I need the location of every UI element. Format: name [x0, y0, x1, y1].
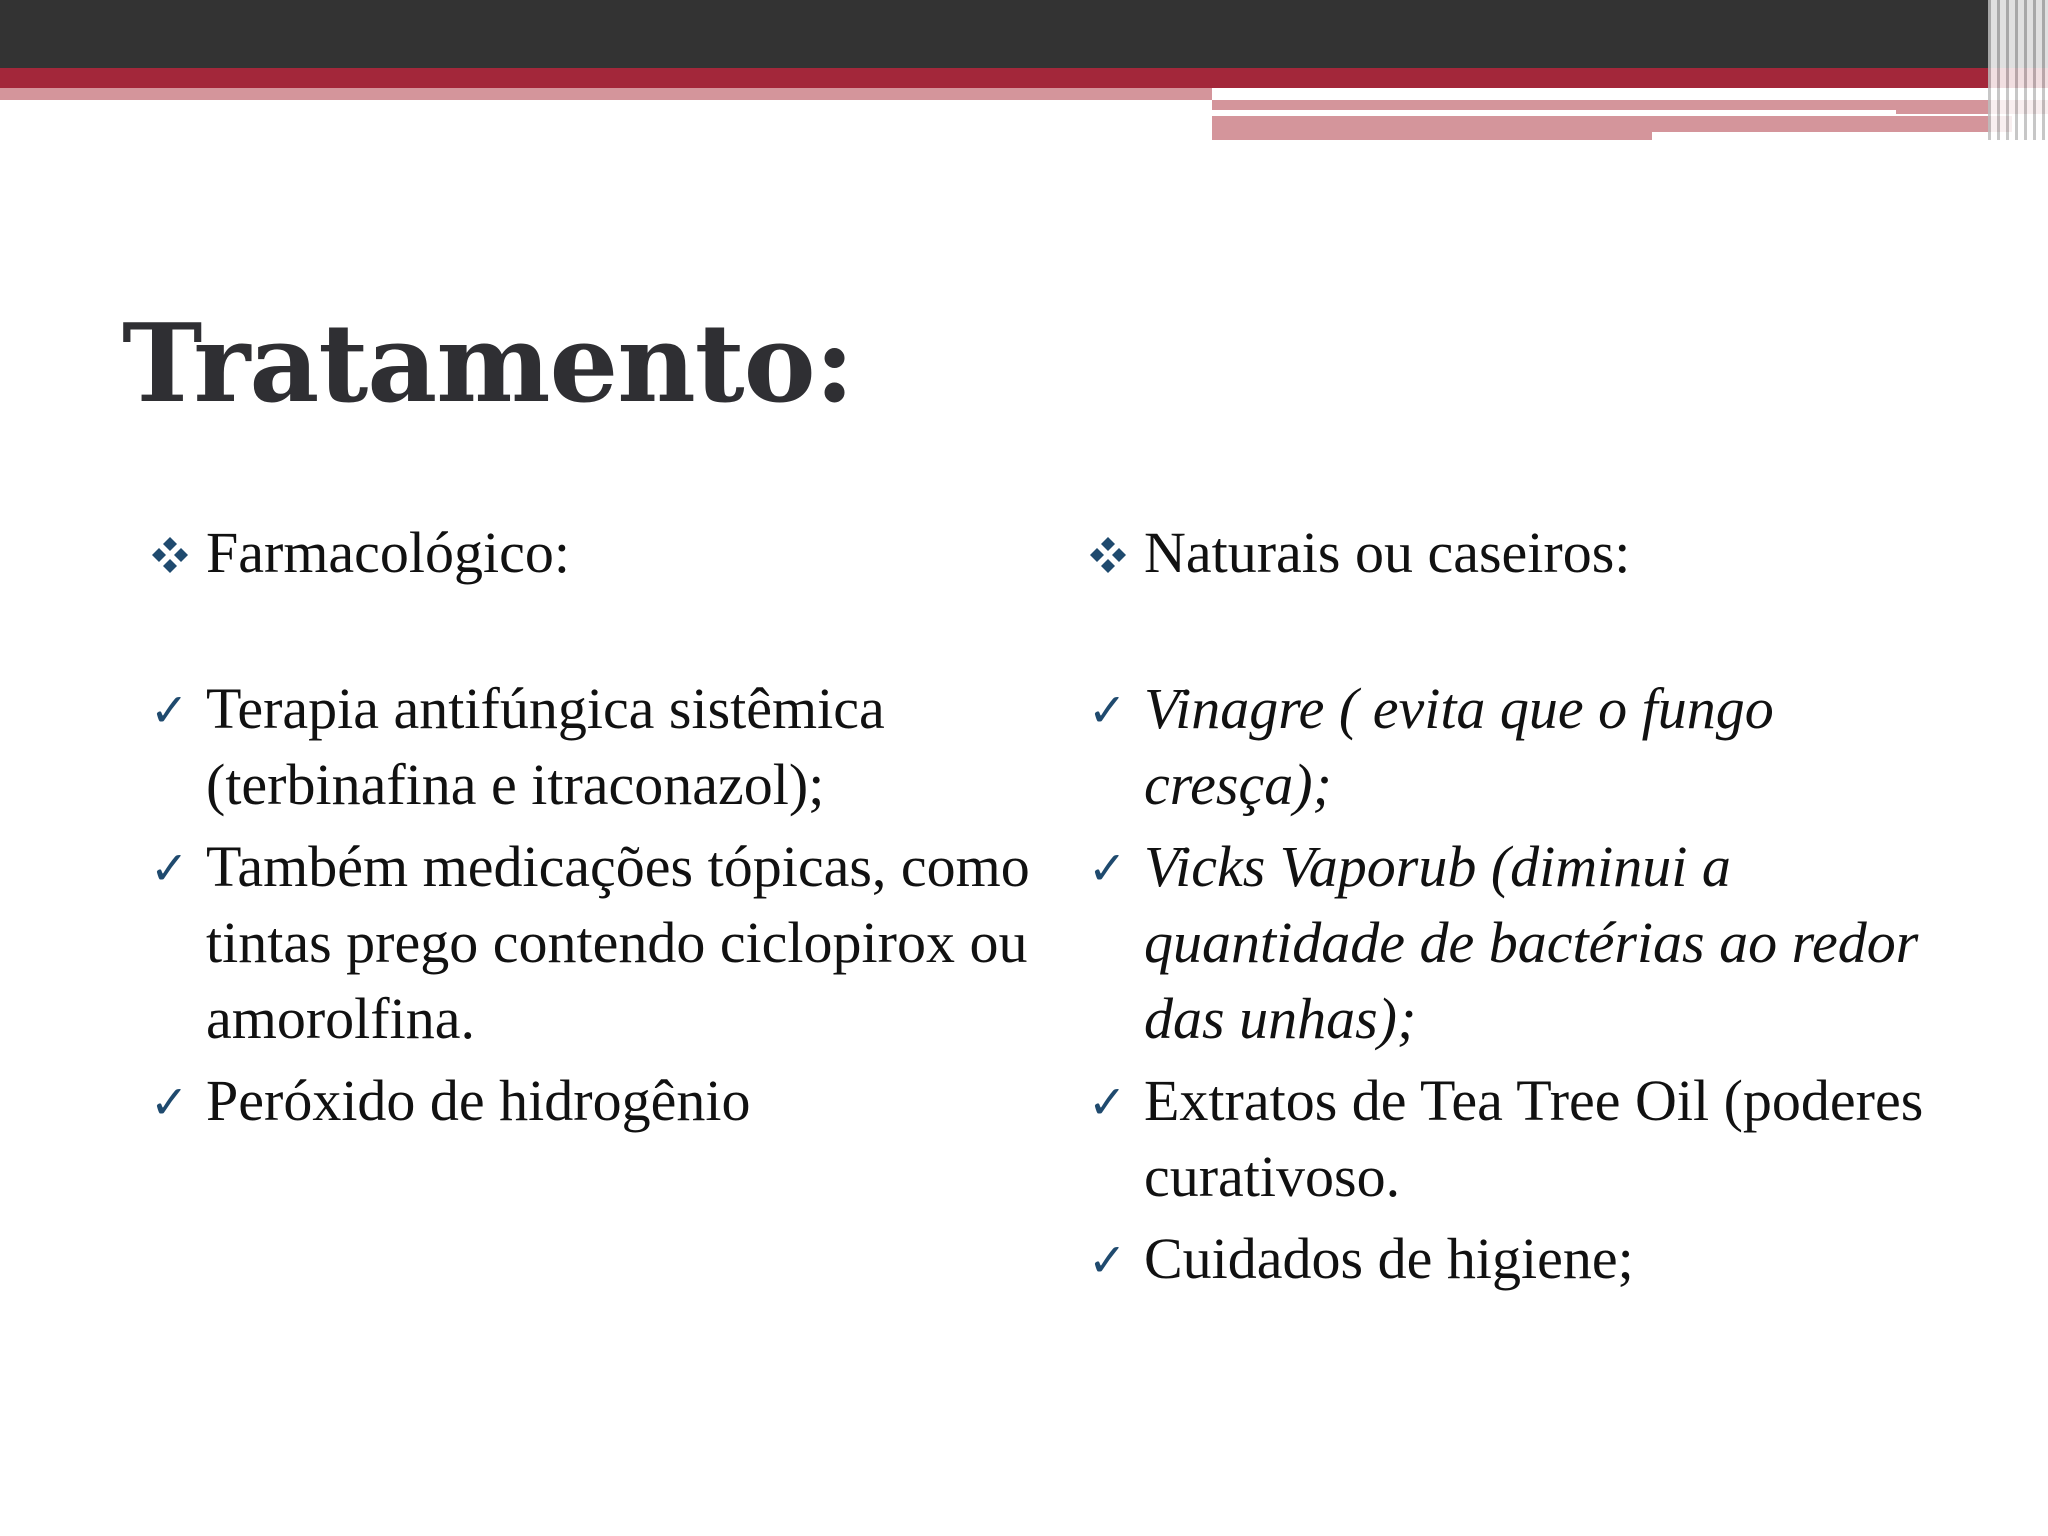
- top-red-band: [0, 68, 2048, 88]
- list-item: [1088, 1221, 1968, 1297]
- four-diamond-bullet-icon: [1088, 535, 1128, 575]
- list-item: [1088, 671, 1968, 823]
- top-dark-band: [0, 0, 2048, 68]
- top-pink-band-left: [0, 88, 1212, 100]
- left-column: [150, 515, 1030, 1145]
- list-item: [150, 671, 1030, 823]
- list-item-text: Terapia antifúngica sistêmica (terbinafina e itraconazol);: [206, 676, 885, 817]
- right-heading-text: Naturais ou caseiros:: [1144, 520, 1631, 585]
- list-item-text: Cuidados de higiene;: [1144, 1226, 1634, 1291]
- four-diamond-bullet-icon: [150, 535, 190, 575]
- list-item: [1088, 1063, 1968, 1215]
- band-pink-lower: [1212, 116, 1652, 140]
- list-item: [150, 1063, 1030, 1139]
- checkmark-icon: ✓: [150, 1075, 189, 1129]
- band-pink-lower-2: [1652, 116, 2012, 132]
- left-heading-text: Farmacológico:: [206, 520, 571, 585]
- list-item: [150, 829, 1030, 1057]
- slide-title: Tratamento:: [122, 301, 854, 427]
- checkmark-icon: ✓: [150, 683, 189, 737]
- checkmark-icon: ✓: [150, 841, 189, 895]
- left-column-heading: [150, 515, 1030, 591]
- right-item-list: [1088, 671, 1968, 1297]
- checkmark-icon: ✓: [1088, 1233, 1127, 1287]
- edge-stripes: [1988, 0, 2048, 140]
- checkmark-icon: ✓: [1088, 1075, 1127, 1129]
- checkmark-icon: ✓: [1088, 841, 1127, 895]
- list-item-text: Vinagre ( evita que o fungo cresça);: [1144, 676, 1774, 817]
- right-column-heading: [1088, 515, 1968, 591]
- list-item-text: Vicks Vaporub (diminui a quantidade de bactérias ao redor das unhas);: [1144, 834, 1919, 1051]
- list-item-text: Também medicações tópicas, como tintas prego contendo ciclopirox ou amorolfina.: [206, 834, 1030, 1051]
- list-item: [1088, 829, 1968, 1057]
- list-item-text: Peróxido de hidrogênio: [206, 1068, 751, 1133]
- left-item-list: [150, 671, 1030, 1139]
- checkmark-icon: ✓: [1088, 683, 1127, 737]
- right-column: [1088, 515, 1968, 1303]
- list-item-text: Extratos de Tea Tree Oil (poderes curativoso.: [1144, 1068, 1924, 1209]
